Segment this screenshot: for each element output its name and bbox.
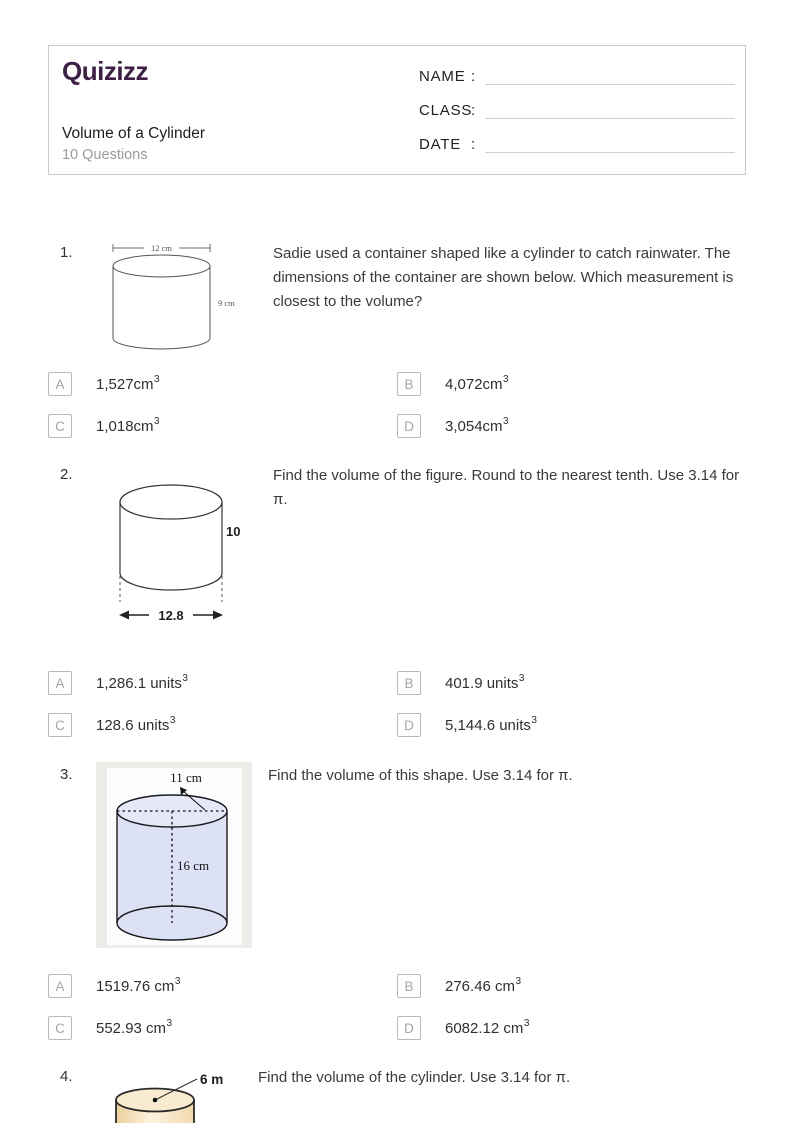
q3-option-c-box[interactable]: C (48, 1016, 72, 1040)
q1-option-c-box[interactable]: C (48, 414, 72, 438)
date-colon: : (471, 136, 476, 153)
q2-option-c (48, 713, 175, 737)
q3-figure-background (107, 768, 242, 945)
q4-cylinder-figure (108, 1058, 248, 1123)
q1-diameter-label: 12 cm (150, 243, 173, 253)
q3-option-a (48, 974, 180, 998)
q3-option-d (397, 1016, 529, 1040)
q3-cylinder-figure (107, 768, 242, 945)
q1-option-b-text: $4,072cm^3$ (445, 374, 509, 393)
q1-number: 1. (60, 244, 73, 261)
q2-diameter-label: 12.8 (158, 608, 184, 623)
q3-text: Find the volume of this shape. Use 3.14 for π. (268, 767, 573, 784)
q3-option-d-text: 6082.12 $cm^3$ (445, 1018, 530, 1037)
q2-option-b-text: 401.9 units$^3$ (445, 673, 525, 692)
q2-option-b (397, 671, 524, 695)
q2-text: Find the volume of the figure. Round to the nearest tenth. Use 3.14 for π. (273, 467, 740, 508)
q3-option-c-text: 552.93 $cm^3$ (96, 1018, 173, 1037)
date-field-row (419, 131, 735, 153)
name-colon: : (471, 68, 476, 85)
q2-option-d-box[interactable]: D (397, 713, 421, 737)
q2-cylinder-outline (120, 485, 222, 590)
q1-option-d-box[interactable]: D (397, 414, 421, 438)
q2-number: 2. (60, 466, 73, 483)
q1-option-b-box[interactable]: B (397, 372, 421, 396)
name-input-line[interactable] (485, 69, 735, 85)
q4-center-dot (153, 1098, 158, 1103)
q3-number: 3. (60, 766, 73, 783)
q3-figure-frame (96, 762, 252, 948)
q1-option-d-text: $3,054cm^3$ (445, 416, 509, 435)
q2-height-label: 10 (226, 524, 241, 539)
q3-option-d-box[interactable]: D (397, 1016, 421, 1040)
q1-option-a (48, 372, 160, 396)
name-label: NAME (419, 68, 466, 85)
q1-text: Sadie used a container shaped like a cylinder to catch rainwater. The dimensions of the container are shown below. Which measurement is closest to the volume? (273, 245, 734, 310)
q1-option-c (48, 414, 160, 438)
q2-option-a-text: 1,286.1 units$^3$ (96, 673, 188, 692)
q1-option-c-text: $1,018cm^3$ (96, 416, 160, 435)
worksheet-title: Volume of a Cylinder (62, 125, 206, 142)
q2-option-b-box[interactable]: B (397, 671, 421, 695)
q1-cylinder-figure (105, 240, 239, 352)
q2-option-d-text: 5,144.6 units$^3$ (445, 715, 537, 734)
q1-option-b (397, 372, 509, 396)
q2-option-c-box[interactable]: C (48, 713, 72, 737)
date-input-line[interactable] (485, 137, 735, 153)
q2-option-c-text: 128.6 units$^3$ (96, 715, 176, 734)
q3-option-b (397, 974, 521, 998)
class-input-line[interactable] (485, 103, 735, 119)
q2-cylinder-figure (116, 476, 256, 628)
name-field-row (419, 63, 735, 85)
q3-height-label: 16 cm (177, 858, 210, 873)
q3-option-c (48, 1016, 172, 1040)
student-fields (419, 63, 735, 165)
q3-option-a-box[interactable]: A (48, 974, 72, 998)
class-field-row (419, 97, 735, 119)
q3-diameter-label: 11 cm (170, 770, 202, 785)
quizizz-logo: Quizizz (62, 56, 149, 86)
q4-radius-label: 6 m (200, 1072, 224, 1087)
q2-option-d (397, 713, 537, 737)
q2-option-a-box[interactable]: A (48, 671, 72, 695)
q1-option-a-text: $1,527cm^3$ (96, 374, 160, 393)
q2-extension-lines (120, 576, 222, 602)
q2-option-a (48, 671, 188, 695)
q3-option-a-text: 1519.76 $cm^3$ (96, 976, 181, 995)
q3-option-b-text: 276.46 $cm^3$ (445, 976, 522, 995)
q1-height-label: 9 cm (218, 298, 235, 308)
q1-cylinder-outline (113, 255, 210, 349)
q1-option-a-box[interactable]: A (48, 372, 72, 396)
class-colon: : (471, 102, 476, 119)
question-count: 10 Questions (62, 147, 148, 163)
q3-option-b-box[interactable]: B (397, 974, 421, 998)
q4-text: Find the volume of the cylinder. Use 3.14 for π. (258, 1069, 571, 1086)
date-label: DATE (419, 136, 462, 153)
q1-option-d (397, 414, 509, 438)
class-label: CLASS (419, 102, 473, 119)
q4-number: 4. (60, 1068, 73, 1085)
worksheet-header (48, 45, 746, 175)
